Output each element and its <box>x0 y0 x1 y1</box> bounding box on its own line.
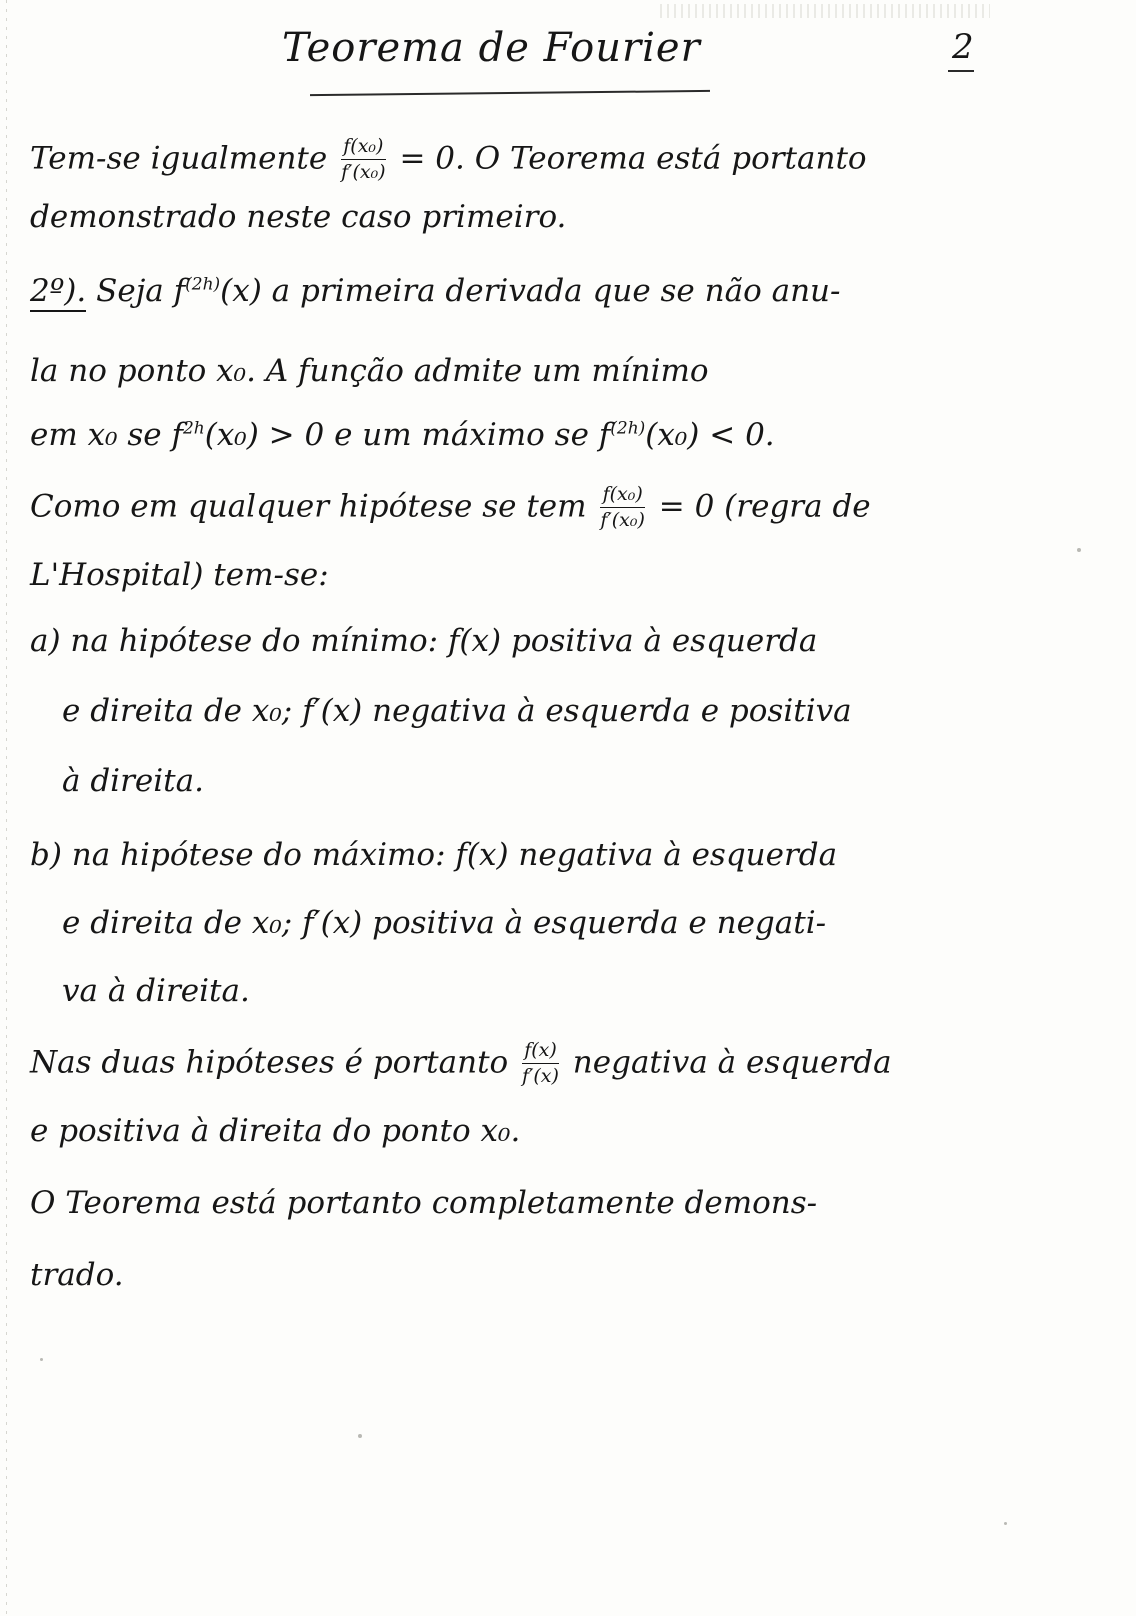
fraction-numerator: f(x) <box>522 1040 559 1064</box>
scan-edge-artifact <box>6 0 7 1616</box>
page-number-underline <box>948 70 974 72</box>
text-line-9: e direita de x₀; f′(x) negativa à esquerda e positiva <box>62 693 852 729</box>
text-line-3 <box>30 273 841 309</box>
text-fragment: negativa à esquerda <box>572 1044 892 1081</box>
page-title: Teorema de Fourier <box>282 25 701 71</box>
text-line-14 <box>30 1040 892 1088</box>
text-fragment: Nas duas hipóteses é portanto <box>30 1044 509 1081</box>
text-line-10: à direita. <box>62 763 204 799</box>
superscript: (2h) <box>185 274 221 295</box>
text-line-11: b) na hipótese do máximo: f(x) negativa à esquerda <box>30 837 838 873</box>
fraction-denominator: f′(x₀) <box>341 160 386 183</box>
fraction <box>341 136 386 184</box>
text-line-12: e direita de x₀; f′(x) positiva à esquerda e negati- <box>62 905 827 941</box>
text-fragment: em x₀ se f <box>30 417 183 453</box>
text-fragment: (x) a primeira derivada que se não anu- <box>220 273 841 309</box>
title-underline <box>310 90 710 96</box>
text-line-17: trado. <box>30 1257 124 1293</box>
text-line-13: va à direita. <box>62 973 250 1009</box>
scan-speck <box>358 1434 362 1438</box>
text-line-7: L'Hospital) tem-se: <box>30 557 329 593</box>
text-line-5 <box>30 417 775 453</box>
fraction-denominator: f′(x₀) <box>600 508 645 531</box>
text-line-16: O Teorema está portanto completamente demons- <box>30 1185 818 1221</box>
scan-speck <box>1004 1522 1007 1525</box>
text-fragment: = 0 (regra de <box>658 488 871 525</box>
fraction-numerator: f(x₀) <box>341 136 386 160</box>
page-number: 2 <box>952 27 974 67</box>
text-fragment: Seja f <box>96 273 186 309</box>
text-fragment: Como em qualquer hipótese se tem <box>30 488 587 525</box>
text-line-1 <box>30 136 867 184</box>
scan-speck <box>40 1358 43 1361</box>
text-fragment: = 0. O Teorema está portanto <box>399 140 867 177</box>
text-fragment: Tem-se igualmente <box>30 140 328 177</box>
text-fragment: (x₀) > 0 e um máximo se f <box>204 417 611 453</box>
text-fragment: (x₀) < 0. <box>645 417 775 453</box>
text-line-4: la no ponto x₀. A função admite um mínimo <box>30 353 709 389</box>
superscript: 2h <box>182 418 205 439</box>
fraction-numerator: f(x₀) <box>600 484 645 508</box>
fraction <box>522 1040 559 1088</box>
fraction <box>600 484 645 532</box>
text-line-6 <box>30 484 871 532</box>
text-line-2: demonstrado neste caso primeiro. <box>30 199 567 235</box>
text-line-15: e positiva à direita do ponto x₀. <box>30 1113 521 1149</box>
scan-speck <box>1077 548 1081 552</box>
item-label: 2º). <box>30 273 86 312</box>
scan-header-smudge <box>660 4 990 18</box>
superscript: (2h) <box>610 418 646 439</box>
fraction-denominator: f′(x) <box>522 1064 559 1087</box>
text-line-8: a) na hipótese do mínimo: f(x) positiva à esquerda <box>30 623 818 659</box>
